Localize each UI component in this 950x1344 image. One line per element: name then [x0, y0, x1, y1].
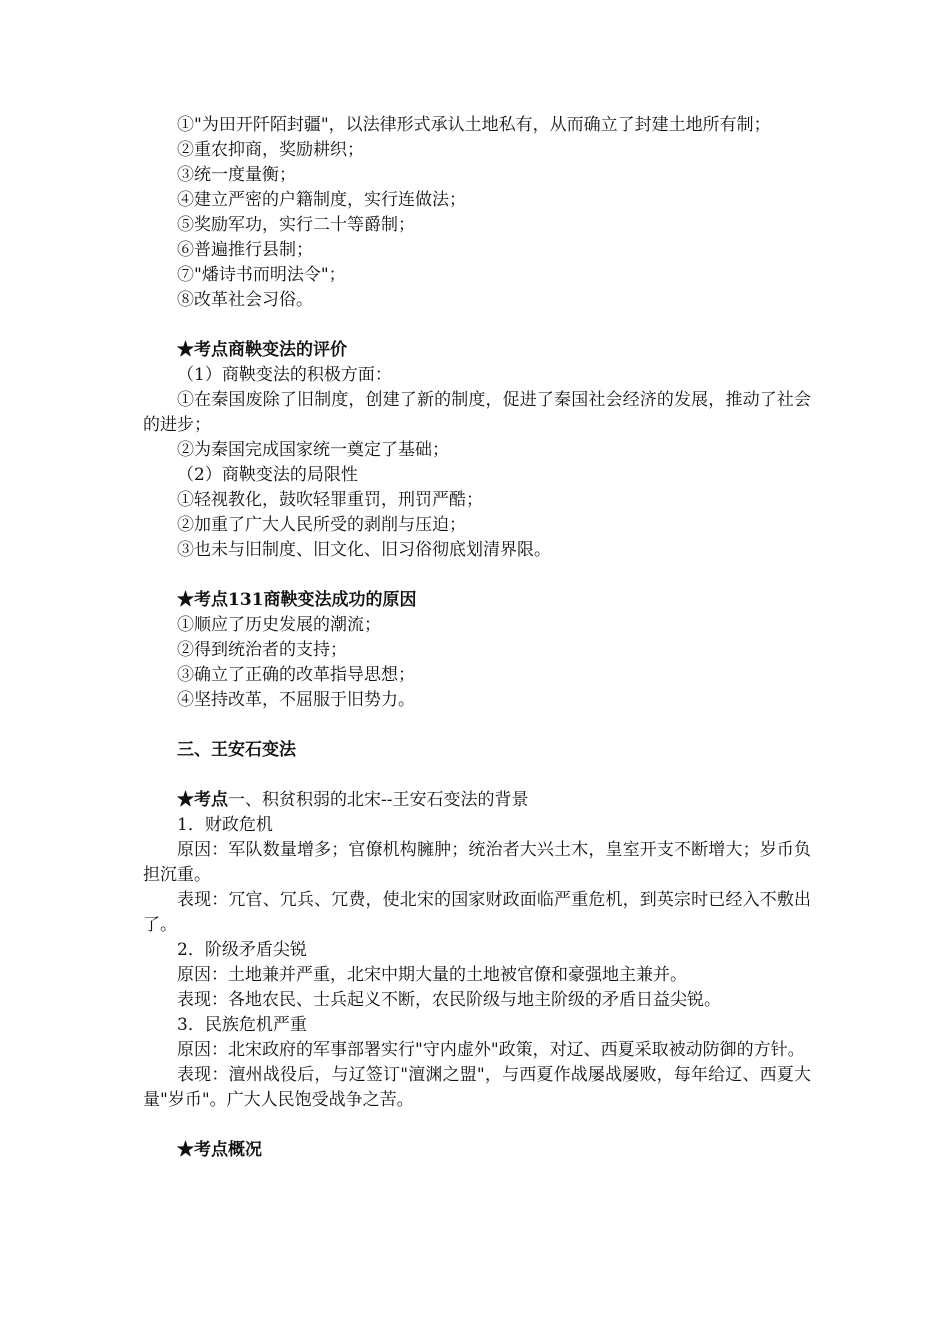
- background-line: 表现：冗官、冗兵、冗费，使北宋的国家财政面临严重危机，到英宗时已经入不敷出了。: [143, 890, 811, 935]
- measure-item: ⑧改革社会习俗。: [177, 290, 313, 310]
- background-line: 原因：军队数量增多；官僚机构臃肿；统治者大兴土木，皇室开支不断增大；岁币负担沉重。: [143, 840, 811, 885]
- section-title: 三、王安石变法: [177, 740, 296, 760]
- background-heading-rest: 一、积贫积弱的北宋--王安石变法的背景: [228, 790, 529, 810]
- evaluation-section: [143, 338, 811, 563]
- document-page: [143, 113, 811, 1163]
- background-line: 1．财政危机: [177, 815, 273, 835]
- evaluation-line: ①轻视教化，鼓吹轻罪重罚，刑罚严酷；: [177, 490, 483, 510]
- background-line: 表现：澶州战役后，与辽签订"澶渊之盟"，与西夏作战屡战屡败，每年给辽、西夏大量"岁币"。广大人民饱受战争之苦。: [143, 1065, 811, 1110]
- success-reasons-section: [143, 588, 811, 713]
- background-line: 3．民族危机严重: [177, 1015, 307, 1035]
- success-reasons-heading: ★考点131商鞅变法成功的原因: [177, 590, 417, 610]
- background-line: 2．阶级矛盾尖锐: [177, 940, 307, 960]
- evaluation-line: ②加重了广大人民所受的剥削与压迫；: [177, 515, 466, 535]
- background-section: [143, 788, 811, 1113]
- background-heading-bold: ★考点: [177, 790, 228, 810]
- reform-measures-list: [143, 113, 811, 313]
- measure-item: ⑤奖励军功，实行二十等爵制；: [177, 215, 415, 235]
- background-line: 原因：土地兼并严重，北宋中期大量的土地被官僚和豪强地主兼并。: [177, 965, 687, 985]
- evaluation-heading: ★考点商鞅变法的评价: [177, 340, 347, 360]
- evaluation-line: ②为秦国完成国家统一奠定了基础；: [177, 440, 449, 460]
- background-heading: [143, 788, 811, 813]
- background-line: 表现：各地农民、士兵起义不断，农民阶级与地主阶级的矛盾日益尖锐。: [177, 990, 721, 1010]
- reason-line: ①顺应了历史发展的潮流；: [177, 615, 381, 635]
- measure-item: ⑦"燔诗书而明法令"；: [177, 265, 346, 285]
- reason-line: ④坚持改革，不屈服于旧势力。: [177, 690, 415, 710]
- background-line: 原因：北宋政府的军事部署实行"守内虚外"政策，对辽、西夏采取被动防御的方针。: [177, 1040, 805, 1060]
- measure-item: ⑥普遍推行县制；: [177, 240, 313, 260]
- measure-item: ④建立严密的户籍制度，实行连做法；: [177, 190, 466, 210]
- evaluation-line: ③也未与旧制度、旧文化、旧习俗彻底划清界限。: [177, 540, 551, 560]
- reason-line: ③确立了正确的改革指导思想；: [177, 665, 415, 685]
- measure-item: ②重农抑商，奖励耕织；: [177, 140, 364, 160]
- measure-item: ③统一度量衡；: [177, 165, 296, 185]
- reason-line: ②得到统治者的支持；: [177, 640, 347, 660]
- evaluation-line: （2）商鞅变法的局限性: [177, 465, 358, 485]
- measure-item: ①"为田开阡陌封疆"，以法律形式承认土地私有，从而确立了封建土地所有制；: [177, 115, 771, 135]
- evaluation-line: （1）商鞅变法的积极方面：: [177, 365, 392, 385]
- evaluation-line: ①在秦国废除了旧制度，创建了新的制度，促进了秦国社会经济的发展，推动了社会的进步；: [143, 390, 811, 435]
- overview-heading: ★考点概况: [177, 1140, 262, 1160]
